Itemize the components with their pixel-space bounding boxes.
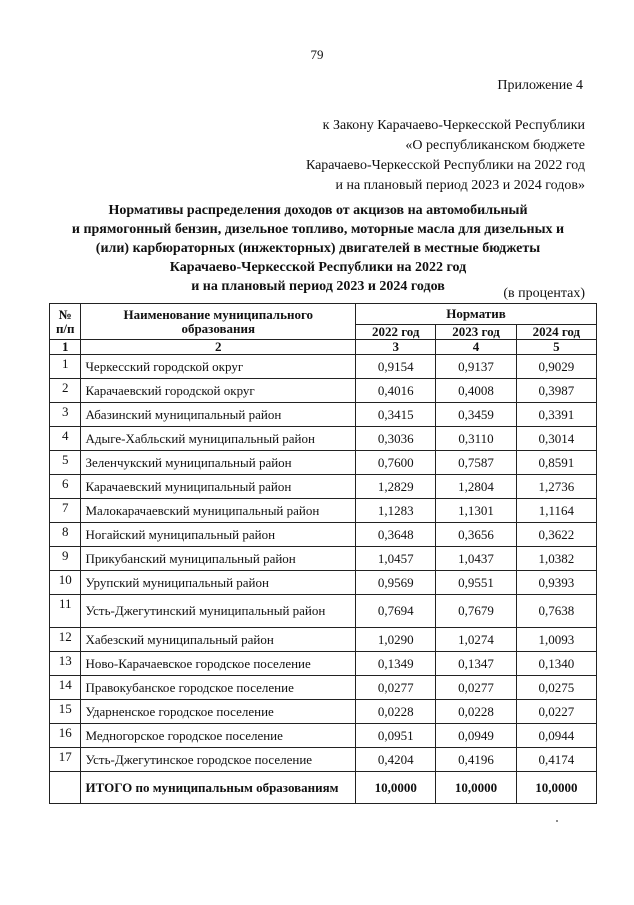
row-value-2022: 0,3415 xyxy=(356,403,436,427)
total-2022: 10,0000 xyxy=(356,772,436,804)
table-row xyxy=(50,748,597,772)
header-number xyxy=(50,304,81,340)
row-value-2024: 1,1164 xyxy=(516,499,596,523)
row-number: 16 xyxy=(50,724,81,748)
title-line: Нормативы распределения доходов от акцизов на автомобильный xyxy=(108,203,528,218)
row-municipality: Медногорское городское поселение xyxy=(81,724,356,748)
row-value-2023: 0,0277 xyxy=(436,676,516,700)
header-number-line1: № xyxy=(58,306,72,322)
total-row xyxy=(50,772,597,804)
row-number: 1 xyxy=(50,355,81,379)
row-value-2022: 0,4016 xyxy=(356,379,436,403)
table-row xyxy=(50,451,597,475)
row-number: 14 xyxy=(50,676,81,700)
header-municipality xyxy=(81,304,356,340)
title-line: и на плановый период 2023 и 2024 годов xyxy=(191,279,445,294)
row-value-2024: 0,9393 xyxy=(516,571,596,595)
law-reference-line: «О республиканском бюджете xyxy=(405,138,585,153)
unit-note: (в процентах) xyxy=(503,286,585,301)
table-row xyxy=(50,571,597,595)
row-number: 10 xyxy=(50,571,81,595)
row-municipality: Карачаевский муниципальный район xyxy=(81,475,356,499)
row-value-2022: 0,0277 xyxy=(356,676,436,700)
row-municipality: Усть-Джегутинское городское поселение xyxy=(81,748,356,772)
row-value-2024: 0,4174 xyxy=(516,748,596,772)
title-line: Карачаево-Черкесской Республики на 2022 год xyxy=(169,260,467,275)
row-value-2022: 1,1283 xyxy=(356,499,436,523)
row-value-2023: 0,0228 xyxy=(436,700,516,724)
row-value-2024: 0,0944 xyxy=(516,724,596,748)
row-value-2023: 1,0437 xyxy=(436,547,516,571)
row-number: 17 xyxy=(50,748,81,772)
table-row xyxy=(50,355,597,379)
table-row xyxy=(50,628,597,652)
row-value-2024: 0,3987 xyxy=(516,379,596,403)
row-value-2023: 0,3656 xyxy=(436,523,516,547)
total-2023: 10,0000 xyxy=(436,772,516,804)
table-row xyxy=(50,676,597,700)
row-value-2024: 0,0275 xyxy=(516,676,596,700)
row-value-2024: 0,8591 xyxy=(516,451,596,475)
row-municipality: Усть-Джегутинский муниципальный район xyxy=(81,595,356,628)
table-row xyxy=(50,475,597,499)
law-reference-line: Карачаево-Черкесской Республики на 2022 год xyxy=(305,158,585,173)
column-number: 2 xyxy=(81,340,356,355)
row-number: 13 xyxy=(50,652,81,676)
table-row xyxy=(50,403,597,427)
row-municipality: Прикубанский муниципальный район xyxy=(81,547,356,571)
law-reference-line: к Закону Карачаево-Черкесской Республики xyxy=(322,118,585,133)
law-reference-line: и на плановый период 2023 и 2024 годов» xyxy=(335,178,585,193)
header-name-line2: образования xyxy=(181,320,256,336)
row-value-2023: 0,9137 xyxy=(436,355,516,379)
header-number-line2: п/п xyxy=(55,320,75,336)
scan-dot xyxy=(556,820,558,822)
table-row xyxy=(50,499,597,523)
row-value-2022: 1,2829 xyxy=(356,475,436,499)
total-2024: 10,0000 xyxy=(516,772,596,804)
row-number: 6 xyxy=(50,475,81,499)
row-value-2023: 0,3459 xyxy=(436,403,516,427)
header-year-2022: 2022 год xyxy=(356,325,436,340)
row-value-2022: 0,0228 xyxy=(356,700,436,724)
header-norm: Норматив xyxy=(356,304,597,325)
column-number: 4 xyxy=(436,340,516,355)
row-value-2024: 0,7638 xyxy=(516,595,596,628)
row-value-2022: 0,0951 xyxy=(356,724,436,748)
document-title xyxy=(40,201,596,296)
row-number: 2 xyxy=(50,379,81,403)
table-row xyxy=(50,547,597,571)
row-value-2023: 1,0274 xyxy=(436,628,516,652)
norms-table xyxy=(49,303,597,804)
row-value-2022: 0,7600 xyxy=(356,451,436,475)
total-label: ИТОГО по муниципальным образованиям xyxy=(81,772,356,804)
appendix-label: Приложение 4 xyxy=(497,78,583,93)
table-row xyxy=(50,700,597,724)
column-number: 1 xyxy=(50,340,81,355)
row-number: 8 xyxy=(50,523,81,547)
law-reference xyxy=(306,116,585,196)
total-empty-cell xyxy=(50,772,81,804)
row-municipality: Ударненское городское поселение xyxy=(81,700,356,724)
row-value-2022: 0,7694 xyxy=(356,595,436,628)
table-row xyxy=(50,724,597,748)
row-number: 11 xyxy=(50,595,81,628)
row-value-2022: 1,0457 xyxy=(356,547,436,571)
row-number: 3 xyxy=(50,403,81,427)
row-value-2023: 0,4008 xyxy=(436,379,516,403)
row-value-2022: 1,0290 xyxy=(356,628,436,652)
row-value-2023: 0,3110 xyxy=(436,427,516,451)
row-value-2024: 0,1340 xyxy=(516,652,596,676)
row-value-2024: 0,3391 xyxy=(516,403,596,427)
row-municipality: Адыге-Хабльский муниципальный район xyxy=(81,427,356,451)
row-number: 15 xyxy=(50,700,81,724)
row-municipality: Хабезский муниципальный район xyxy=(81,628,356,652)
row-value-2024: 1,2736 xyxy=(516,475,596,499)
row-municipality: Ногайский муниципальный район xyxy=(81,523,356,547)
column-number: 5 xyxy=(516,340,596,355)
header-year-2023: 2023 год xyxy=(436,325,516,340)
row-value-2023: 0,0949 xyxy=(436,724,516,748)
row-value-2023: 1,1301 xyxy=(436,499,516,523)
row-municipality: Абазинский муниципальный район xyxy=(81,403,356,427)
row-municipality: Карачаевский городской округ xyxy=(81,379,356,403)
row-value-2022: 0,4204 xyxy=(356,748,436,772)
row-municipality: Малокарачаевский муниципальный район xyxy=(81,499,356,523)
table-row xyxy=(50,652,597,676)
row-number: 5 xyxy=(50,451,81,475)
row-number: 4 xyxy=(50,427,81,451)
row-number: 12 xyxy=(50,628,81,652)
row-value-2023: 1,2804 xyxy=(436,475,516,499)
row-municipality: Ново-Карачаевское городское поселение xyxy=(81,652,356,676)
table-row xyxy=(50,427,597,451)
row-number: 9 xyxy=(50,547,81,571)
column-number: 3 xyxy=(356,340,436,355)
row-value-2024: 0,0227 xyxy=(516,700,596,724)
row-value-2023: 0,1347 xyxy=(436,652,516,676)
row-value-2023: 0,9551 xyxy=(436,571,516,595)
row-value-2022: 0,9569 xyxy=(356,571,436,595)
row-number: 7 xyxy=(50,499,81,523)
table-row xyxy=(50,379,597,403)
header-year-2024: 2024 год xyxy=(516,325,596,340)
row-value-2024: 1,0382 xyxy=(516,547,596,571)
row-value-2022: 0,3036 xyxy=(356,427,436,451)
title-line: и прямогонный бензин, дизельное топливо, моторные масла для дизельных и xyxy=(71,222,565,237)
row-value-2024: 0,3014 xyxy=(516,427,596,451)
table-row xyxy=(50,523,597,547)
table-row xyxy=(50,595,597,628)
row-municipality: Урупский муниципальный район xyxy=(81,571,356,595)
row-municipality: Черкесский городской округ xyxy=(81,355,356,379)
row-value-2024: 1,0093 xyxy=(516,628,596,652)
row-value-2022: 0,3648 xyxy=(356,523,436,547)
row-value-2023: 0,7679 xyxy=(436,595,516,628)
row-municipality: Правокубанское городское поселение xyxy=(81,676,356,700)
row-municipality: Зеленчукский муниципальный район xyxy=(81,451,356,475)
page-number: 79 xyxy=(310,47,324,62)
row-value-2023: 0,7587 xyxy=(436,451,516,475)
row-value-2024: 0,9029 xyxy=(516,355,596,379)
header-name-line1: Наименование муниципального xyxy=(123,306,314,322)
row-value-2022: 0,1349 xyxy=(356,652,436,676)
title-line: (или) карбюраторных (инжекторных) двигателей в местные бюджеты xyxy=(95,241,541,256)
row-value-2023: 0,4196 xyxy=(436,748,516,772)
row-value-2024: 0,3622 xyxy=(516,523,596,547)
row-value-2022: 0,9154 xyxy=(356,355,436,379)
